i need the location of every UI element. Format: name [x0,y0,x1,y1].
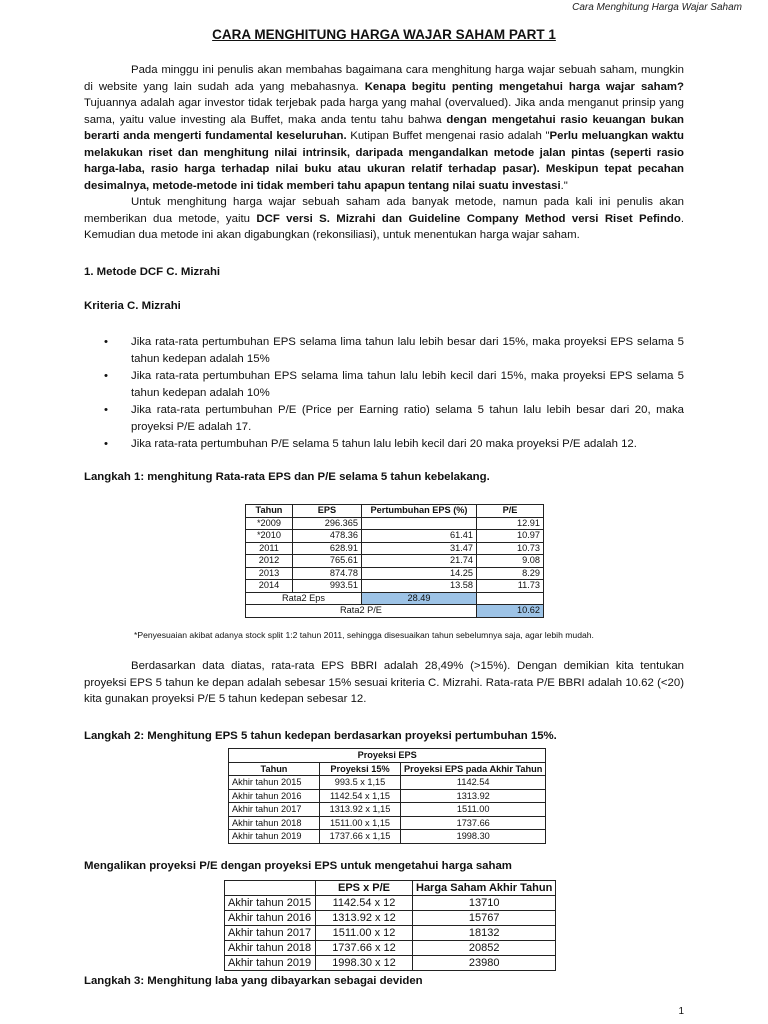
table-cell: 21.74 [362,555,477,568]
running-header: Cara Menghitung Harga Wajar Saham [572,2,742,13]
criteria-item: • Jika rata-rata pertumbuhan EPS selama lima tahun lalu lebih kecil dari 15%, maka proyeksi EPS selama 5 tahun kedepan adalah 10% [84,368,684,401]
page-number: 1 [678,1006,684,1017]
table-cell: 1737.66 x 1,15 [320,830,401,844]
multiply-heading: Mengalikan proyeksi P/E dengan proyeksi EPS untuk mengetahui harga saham [84,860,512,872]
criteria-subheading: Kriteria C. Mizrahi [84,300,181,312]
table-cell: 628.91 [293,542,362,555]
average-pe-label: Rata2 P/E [246,605,477,618]
column-header: Harga Saham Akhir Tahun [413,881,556,896]
average-eps-row [246,592,544,605]
table-cell: 10.97 [477,530,544,543]
table-row [246,530,544,543]
table-cell: 61.41 [362,530,477,543]
bold-text-run: DCF versi S. Mizrahi dan Guideline Company Method versi Riset Pefindo [256,212,681,225]
average-eps-value: 28.49 [362,592,477,605]
table-cell: 1511.00 x 12 [316,926,413,941]
table-cell: Akhir tahun 2015 [229,776,320,790]
table-cell: 2013 [246,567,293,580]
table-cell: Akhir tahun 2019 [225,956,316,971]
text-run: Untuk menghitung harga wajar sebuah saham ada banyak metode, namun pada kali ini penulis akan memberikan dua metode, yaitu [84,196,684,225]
table-cell: 296.365 [293,517,362,530]
table-cell: Akhir tahun 2015 [225,896,316,911]
column-header: Proyeksi EPS pada Akhir Tahun [401,762,546,776]
column-header: Tahun [246,505,293,518]
analysis-paragraph: Berdasarkan data diatas, rata-rata EPS BBRI adalah 28,49% (>15%). Dengan demikian kita tentukan proyeksi EPS 5 tahun ke depan adalah sebesar 15% sesuai kriteria C. Mizrahi. Rata-rata P/E BBRI adalah 10.62 (<20) kita gunakan proyeksi P/E 5 tahun kedepan sebesar 12. [84,660,684,705]
table-row [246,555,544,568]
text-run: Pada minggu ini penulis akan membahas bagaimana cara menghitung harga wajar sebuah saham, mungkin di website yang lain sudah ada yang mebahasnya. [84,64,684,93]
document-title: CARA MENGHITUNG HARGA WAJAR SAHAM PART 1 [212,27,556,42]
table-cell: 13710 [413,896,556,911]
intro-section [84,62,684,244]
table-cell: 31.47 [362,542,477,555]
step-1-heading: Langkah 1: menghitung Rata-rata EPS dan P/E selama 5 tahun kebelakang. [84,471,490,483]
table-cell: 18132 [413,926,556,941]
table-cell: 15767 [413,911,556,926]
eps-history-table [245,504,544,618]
criteria-item: • Jika rata-rata pertumbuhan P/E selama 5 tahun lalu lebih kecil dari 20 maka proyeksi P/E adalah 12. [84,436,684,453]
table-row [229,789,546,803]
table-cell: 23980 [413,956,556,971]
analysis-section [84,658,684,708]
table-cell: 874.78 [293,567,362,580]
table-cell: 1142.54 [401,776,546,790]
table-row [225,956,556,971]
table-cell: 12.91 [477,517,544,530]
column-header: P/E [477,505,544,518]
table-cell: 9.08 [477,555,544,568]
bold-text-run: Perlu meluangkan waktu melakukan riset dan menghitung nilai intrinsik, daripada mengandalkan metode jalan pintas (seperti rasio harga-laba, rasio harga terhadap nilai buku atau ukuran relatif terhadap pasar). Meskipun tepat pecahan desimalnya, metode-metode ini tidak memberi tahu apapun tentang nilai suatu investasi [84,130,684,192]
intro-paragraph-1 [84,62,684,194]
step-3-heading: Langkah 3: Menghitung laba yang dibayarkan sebagai deviden [84,975,423,987]
table-cell: 993.5 x 1,15 [320,776,401,790]
table-row [225,926,556,941]
criteria-section [84,334,684,454]
table-cell: Akhir tahun 2018 [229,816,320,830]
table-row [229,830,546,844]
table-cell: Akhir tahun 2016 [225,911,316,926]
table-cell: 1142.54 x 12 [316,896,413,911]
table-cell: 11.73 [477,580,544,593]
table-row [246,517,544,530]
table-row [225,896,556,911]
table-cell: 1313.92 x 1,15 [320,803,401,817]
table-cell: 1737.66 [401,816,546,830]
criteria-item: • Jika rata-rata pertumbuhan P/E (Price per Earning ratio) selama 5 tahun lalu lebih besar dari 20, maka proyeksi P/E adalah 17. [84,402,684,435]
table-cell: 2012 [246,555,293,568]
table-cell: 1998.30 x 12 [316,956,413,971]
table-row [246,580,544,593]
table-cell: 1313.92 x 12 [316,911,413,926]
table-caption-row [229,749,546,763]
bold-text-run: dengan mengetahui rasio keuangan bukan berarti anda mengerti fundamental keseluruhan. [84,113,685,142]
table-row [246,567,544,580]
table-header-row [246,505,544,518]
table-cell: 14.25 [362,567,477,580]
table-cell: 993.51 [293,580,362,593]
text-run: Tujuannya adalah agar investor tidak terjebak pada harga yang mahal (overvalued). Jika anda menganut prinsip yang sama, yaitu value investing ala Buffet, maka anda tentu tahu bahwa [84,97,684,126]
table-cell: *2009 [246,517,293,530]
table-cell: Akhir tahun 2016 [229,789,320,803]
table-header-row [225,881,556,896]
intro-paragraph-2 [84,194,684,244]
table-cell: 478.36 [293,530,362,543]
share-price-table [224,880,556,971]
text-run: ." [560,179,568,192]
bold-text-run: Kenapa begitu penting mengetahui harga wajar saham? [364,80,684,93]
eps-projection-table [228,748,546,844]
table-cell: 1142.54 x 1,15 [320,789,401,803]
table-cell: Akhir tahun 2017 [225,926,316,941]
table-cell: 10.73 [477,542,544,555]
empty-cell [477,592,544,605]
column-header: EPS x P/E [316,881,413,896]
column-header [225,881,316,896]
step-2-heading: Langkah 2: Menghitung EPS 5 tahun kedepan berdasarkan proyeksi pertumbuhan 15%. [84,730,557,742]
table-cell: 1511.00 x 1,15 [320,816,401,830]
table-row [229,803,546,817]
column-header: Pertumbuhan EPS (%) [362,505,477,518]
table-header-row [229,762,546,776]
table-cell: 1998.30 [401,830,546,844]
table-cell: 13.58 [362,580,477,593]
table-row [246,542,544,555]
table-row [229,776,546,790]
column-header: Proyeksi 15% [320,762,401,776]
column-header: EPS [293,505,362,518]
table-cell: Akhir tahun 2019 [229,830,320,844]
column-header: Tahun [229,762,320,776]
table-caption: Proyeksi EPS [229,749,546,763]
table-cell: 2011 [246,542,293,555]
average-pe-row [246,605,544,618]
table-cell: 8.29 [477,567,544,580]
table-cell: *2010 [246,530,293,543]
table-cell: Akhir tahun 2017 [229,803,320,817]
table-cell: 1313.92 [401,789,546,803]
table-cell: Akhir tahun 2018 [225,941,316,956]
table-cell: 20852 [413,941,556,956]
text-run: Kutipan Buffet mengenai rasio adalah " [346,130,550,142]
table-row [225,941,556,956]
table-footnote: *Penyesuaian akibat adanya stock split 1:2 tahun 2011, sehingga disesuaikan tahun sebelumnya saja, agar lebih mudah. [134,630,594,640]
table-cell: 1737.66 x 12 [316,941,413,956]
table-cell: 2014 [246,580,293,593]
criteria-list [84,334,684,453]
average-pe-value: 10.62 [477,605,544,618]
table-cell: 765.61 [293,555,362,568]
average-eps-label: Rata2 Eps [246,592,362,605]
table-row [225,911,556,926]
table-cell: 1511.00 [401,803,546,817]
section-1-heading: 1. Metode DCF C. Mizrahi [84,266,221,278]
text-run: . Kemudian dua metode ini akan digabungkan (rekonsiliasi), untuk menentukan harga wajar saham. [84,212,684,241]
table-row [229,816,546,830]
criteria-item: • Jika rata-rata pertumbuhan EPS selama lima tahun lalu lebih besar dari 15%, maka proyeksi EPS selama 5 tahun kedepan adalah 15% [84,334,684,367]
table-cell [362,517,477,530]
